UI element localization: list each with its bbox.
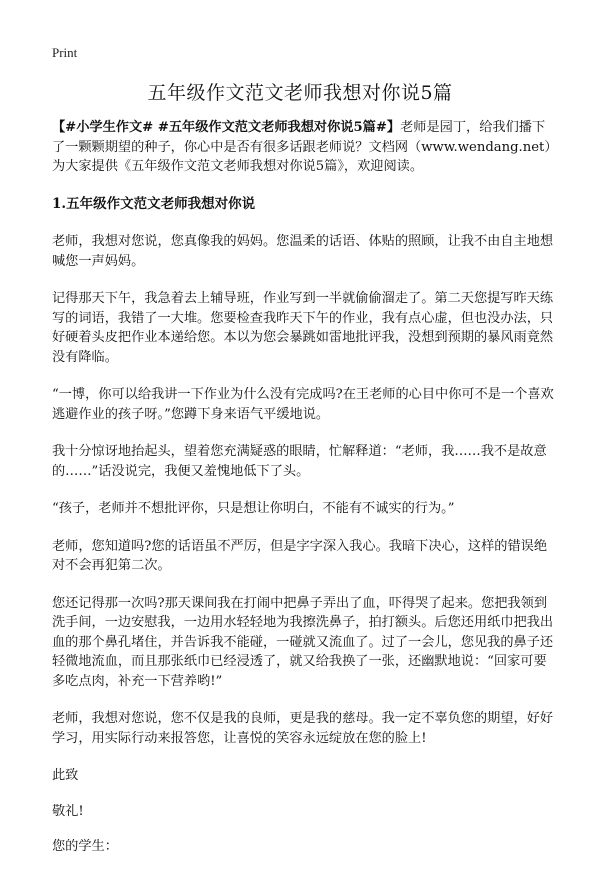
intro-tags: 【#小学生作文# #五年级作文范文老师我想对你说5篇#】 [52,120,401,135]
article-body [52,118,554,873]
paragraph-6: 老师，您知道吗?您的话语虽不严厉，但是字字深入我心。我暗下决心，这样的错误绝对不会再犯第二次。 [52,538,548,573]
paragraph-3: “一博，你可以给我讲一下作业为什么没有完成吗?在王老师的心目中你可不是一个喜欢逃避作业的孩子呀。”您蹲下身来语气平缓地说。 [52,387,554,422]
closing-line-3: 您的学生： [52,839,118,854]
paragraph-2: 记得那天下午，我急着去上辅导班，作业写到一半就偷偷溜走了。第二天您提写昨天练写的词语，我错了一大堆。您要检查我昨天下午的作业，我有点心虚，但也没办法，只好硬着头皮把作业本递给您。本以为您会暴跳如雷地批评我，没想到预期的暴风雨竟然没有降临。 [52,291,554,365]
paragraph-1: 老师，我想对您说，您真像我的妈妈。您温柔的话语、体贴的照顾，让我不由自主地想喊您一声妈妈。 [52,234,554,269]
closing-line-1: 此致 [52,768,79,783]
section-heading: 1.五年级作文范文老师我想对你说 [52,195,256,212]
paragraph-7: 您还记得那一次吗?那天课间我在打闹中把鼻子弄出了血，吓得哭了起来。您把我领到洗手间，一边安慰我，一边用水轻轻地为我擦洗鼻子，拍打额头。后您还用纸巾把我出血的那个鼻孔堵住，并告诉我不能碰，一碰就又流血了。过了一会儿，您见我的鼻子还轻微地流血，而且那张纸巾已经浸透了，就又给我换了一张，还幽默地说：“回家可要多吃点肉，补充一下营养哟!” [52,595,554,689]
page-title: 五年级作文范文老师我想对你说5篇 [147,82,453,104]
closing-line-2: 敬礼! [52,803,84,819]
intro-paragraph [52,118,554,177]
intro-text: 老师是园丁，给我们播下了一颗颗期望的种子，你心中是否有很多话跟老师说？文档网（www.wendang.net）为大家提供《五年级作文范文老师我想对你说5篇》，欢迎阅读。 [52,120,551,174]
print-link[interactable]: Print [52,45,78,60]
paragraph-4: 我十分惊讶地抬起头，望着您充满疑惑的眼睛，忙解释道：“老师，我……我不是故意的……”话没说完，我便又羞愧地低下了头。 [52,444,547,479]
paragraph-5: “孩子，老师并不想批评你，只是想让你明白，不能有不诚实的行为。” [52,501,455,516]
paragraph-8: 老师，我想对您说，您不仅是我的良师，更是我的慈母。我一定不辜负您的期望，好好学习，用实际行动来报答您，让喜悦的笑容永远绽放在您的脸上! [52,711,554,746]
